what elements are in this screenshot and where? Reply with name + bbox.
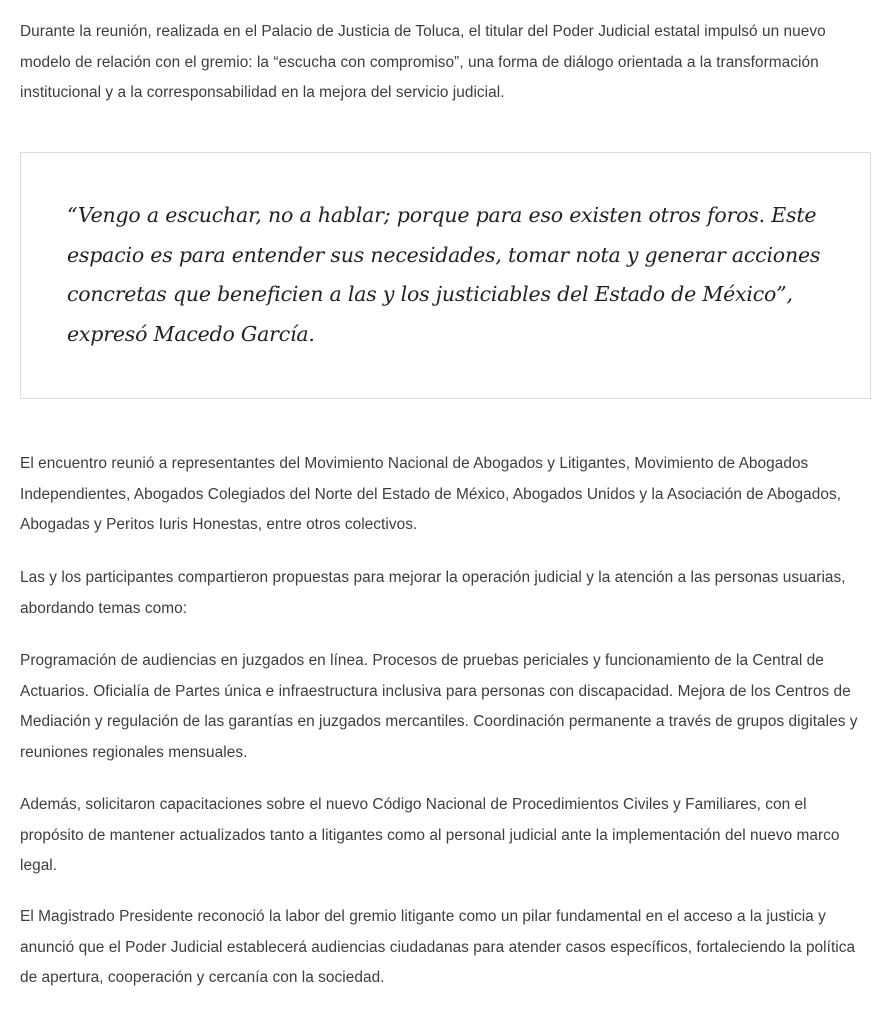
paragraph-topics: Programación de audiencias en juzgados en línea. Procesos de pruebas periciales y funcionamiento de la Central de Actuarios. Oficialía de Partes única e infraestructura inclusiva para personas con discapacidad. Mejora de los Centros de Mediación y regulación de las garantías en juzgados mercantiles. Coordinación permanente a través de grupos digitales y reuniones regionales mensuales. [20,652,858,761]
paragraph-training-request: Además, solicitaron capacitaciones sobre el nuevo Código Nacional de Procedimientos Civiles y Familiares, con el propósito de mantener actualizados tanto a litigantes como al personal judicial ante la implementación del nuevo marco legal. [20,796,840,874]
blockquote [20,152,871,399]
paragraph-president-statement: El Magistrado Presidente reconoció la labor del gremio litigante como un pilar fundamental en el acceso a la justicia y anunció que el Poder Judicial establecerá audiencias ciudadanas para atender casos específicos, fortaleciendo la política de apertura, cooperación y cercanía con la sociedad. [20,908,856,986]
quote-text: “Vengo a escuchar, no a hablar; porque para eso existen otros foros. Este espacio es para entender sus necesidades, tomar nota y generar acciones concretas que beneficien a las y los justiciables del Estado de México”, expresó Macedo García. [67,203,821,346]
paragraph-meeting-intro: Durante la reunión, realizada en el Palacio de Justicia de Toluca, el titular del Poder Judicial estatal impulsó un nuevo modelo de relación con el gremio: la “escucha con compromiso”, una forma de diálogo orientada a la transformación institucional y a la corresponsabilidad en la mejora del servicio judicial. [20,23,826,101]
paragraph-proposals-intro: Las y los participantes compartieron propuestas para mejorar la operación judicial y la atención a las personas usuarias, abordando temas como: [20,569,846,617]
paragraph-attendees: El encuentro reunió a representantes del Movimiento Nacional de Abogados y Litigantes, Movimiento de Abogados Independientes, Abogados Colegiados del Norte del Estado de México, Abogados Unidos y la Asociación de Abogados, Abogadas y Peritos Iuris Honestas, entre otros colectivos. [20,455,842,533]
